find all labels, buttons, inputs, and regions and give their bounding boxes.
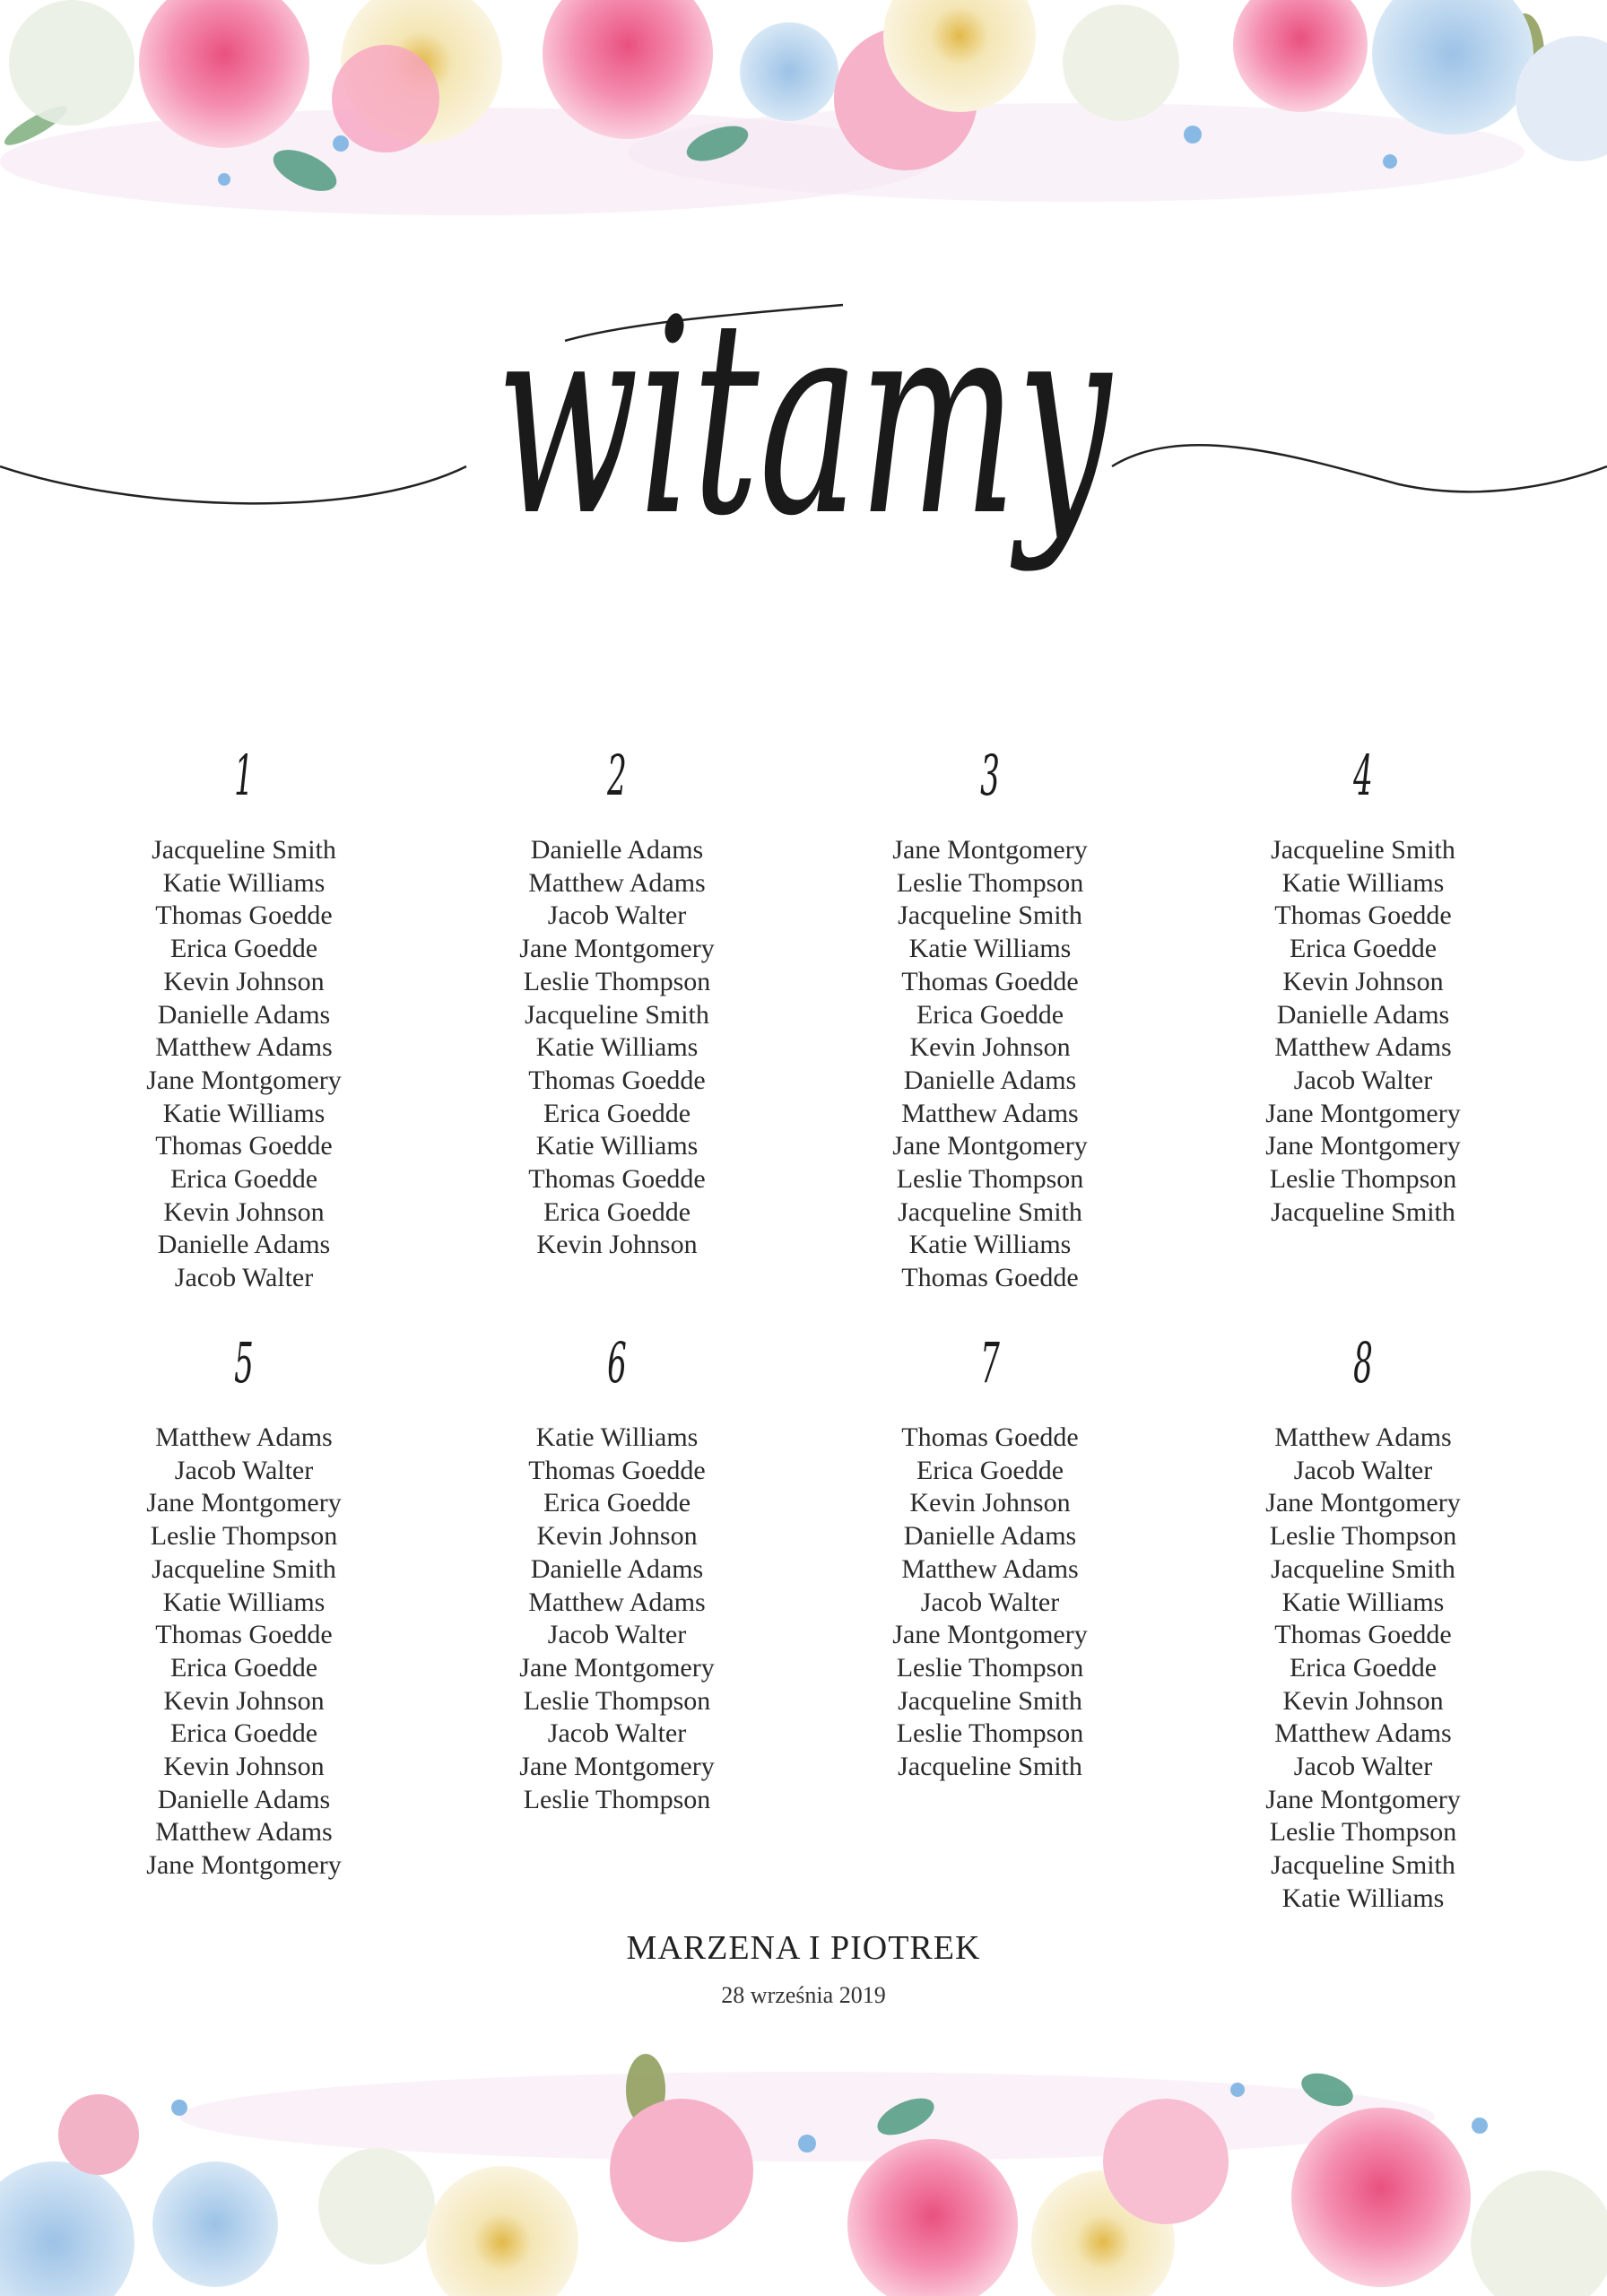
table-5 [83, 1327, 405, 1883]
guest-name: Matthew Adams [155, 1032, 333, 1063]
guest-name: Katie Williams [162, 867, 326, 898]
heading-title: witamy [496, 261, 1111, 575]
guest-name: Kevin Johnson [1282, 1685, 1444, 1716]
guest-name: Katie Williams [908, 934, 1072, 964]
guest-name: Erica Goedde [916, 999, 1064, 1030]
guest-name: Thomas Goedde [155, 900, 333, 931]
guest-name: Leslie Thompson [523, 966, 711, 996]
guest-name: Jacqueline Smith [525, 999, 709, 1030]
guest-name: Jane Montgomery [146, 1065, 342, 1095]
guest-name: Jacqueline Smith [152, 835, 336, 865]
table-number: 5 [234, 1330, 254, 1396]
guest-name: Thomas Goedde [528, 1455, 706, 1485]
guest-name: Danielle Adams [157, 999, 331, 1030]
guest-name: Jacob Walter [1293, 1752, 1433, 1782]
guest-list [829, 1422, 1151, 1784]
guest-name: Erica Goedde [169, 934, 318, 964]
table-7 [829, 1327, 1151, 1784]
table-6 [456, 1327, 778, 1816]
guest-name: Jane Montgomery [1265, 1784, 1461, 1814]
guest-name: Matthew Adams [528, 1587, 706, 1617]
guest-name: Thomas Goedde [1274, 1620, 1452, 1650]
guest-name: Leslie Thompson [896, 867, 1084, 898]
guest-name: Danielle Adams [530, 835, 704, 865]
guest-name: Matthew Adams [1274, 1422, 1452, 1452]
guest-name: Matthew Adams [1274, 1032, 1452, 1063]
event-date: 28 września 2019 [721, 1982, 886, 2008]
guest-name: Jane Montgomery [146, 1850, 342, 1881]
guest-name: Katie Williams [1281, 867, 1445, 898]
guest-name: Jane Montgomery [146, 1488, 342, 1518]
guest-name: Leslie Thompson [896, 1718, 1084, 1749]
guest-name: Jane Montgomery [892, 1620, 1088, 1650]
table-number: 2 [607, 743, 627, 808]
guest-name: Jacqueline Smith [1271, 1553, 1455, 1584]
guest-name: Kevin Johnson [536, 1521, 698, 1552]
guest-list [1202, 1422, 1524, 1916]
guest-name: Katie Williams [535, 1131, 699, 1161]
guest-name: Leslie Thompson [1269, 1521, 1457, 1552]
guest-name: Jacqueline Smith [898, 1685, 1082, 1716]
guest-name: Leslie Thompson [523, 1685, 711, 1716]
guest-name: Leslie Thompson [150, 1521, 338, 1552]
guest-name: Erica Goedde [543, 1098, 691, 1128]
heading-flourish [0, 242, 1607, 709]
guest-name: Katie Williams [1281, 1587, 1445, 1617]
table-2 [456, 740, 778, 1262]
guest-name: Thomas Goedde [901, 1422, 1079, 1452]
guest-name: Danielle Adams [903, 1065, 1077, 1095]
guest-name: Erica Goedde [169, 1718, 318, 1749]
table-1 [83, 740, 405, 1295]
guest-name: Jacqueline Smith [1271, 1850, 1455, 1881]
guest-list [456, 834, 778, 1262]
guest-name: Matthew Adams [1274, 1718, 1452, 1749]
guest-name: Matthew Adams [155, 1422, 333, 1452]
guest-name: Leslie Thompson [896, 1164, 1084, 1195]
guest-name: Jacqueline Smith [898, 1752, 1082, 1782]
table-8 [1202, 1327, 1524, 1916]
guest-name: Matthew Adams [901, 1098, 1079, 1128]
guest-list [83, 1422, 405, 1883]
guest-name: Matthew Adams [155, 1817, 333, 1848]
guest-name: Jacob Walter [547, 1620, 687, 1650]
guest-name: Thomas Goedde [901, 966, 1079, 996]
guest-name: Jane Montgomery [1265, 1488, 1461, 1518]
guest-name: Erica Goedde [916, 1455, 1064, 1485]
guest-name: Kevin Johnson [163, 1752, 325, 1782]
guest-name: Thomas Goedde [155, 1131, 333, 1161]
guest-name: Danielle Adams [157, 1230, 331, 1260]
guest-name: Erica Goedde [1289, 934, 1438, 964]
guest-list [456, 1422, 778, 1816]
guest-name: Erica Goedde [1289, 1652, 1438, 1683]
guest-name: Jacob Walter [547, 900, 687, 931]
guest-name: Jacob Walter [174, 1263, 314, 1293]
guest-name: Leslie Thompson [523, 1784, 711, 1814]
guest-name: Jane Montgomery [1265, 1098, 1461, 1128]
table-number: 3 [980, 743, 1000, 808]
guest-name: Jacob Walter [1293, 1455, 1433, 1485]
guest-name: Erica Goedde [169, 1652, 318, 1683]
guest-list [1202, 834, 1524, 1229]
guest-name: Kevin Johnson [1282, 966, 1444, 996]
guest-name: Katie Williams [162, 1098, 326, 1128]
table-4 [1202, 740, 1524, 1229]
guest-name: Jane Montgomery [1265, 1131, 1461, 1161]
guest-name: Matthew Adams [528, 867, 706, 898]
table-number: 7 [980, 1330, 1000, 1396]
guest-name: Katie Williams [535, 1032, 699, 1063]
guest-name: Danielle Adams [157, 1784, 331, 1814]
guest-name: Jane Montgomery [519, 934, 715, 964]
floral-border-top [0, 0, 1607, 224]
guest-name: Jacqueline Smith [1271, 835, 1455, 865]
guest-name: Danielle Adams [530, 1553, 704, 1584]
table-number: 4 [1353, 743, 1373, 808]
guest-name: Jane Montgomery [519, 1752, 715, 1782]
guest-list [83, 834, 405, 1295]
guest-name: Danielle Adams [903, 1521, 1077, 1552]
guest-name: Leslie Thompson [1269, 1817, 1457, 1848]
guest-name: Leslie Thompson [1269, 1164, 1457, 1195]
guest-name: Danielle Adams [1276, 999, 1450, 1030]
guest-name: Thomas Goedde [528, 1065, 706, 1095]
guest-name: Matthew Adams [901, 1553, 1079, 1584]
guest-name: Katie Williams [162, 1587, 326, 1617]
guest-name: Jacob Walter [1293, 1065, 1433, 1095]
guest-name: Jane Montgomery [892, 1131, 1088, 1161]
guest-name: Erica Goedde [543, 1196, 691, 1227]
guest-name: Thomas Goedde [528, 1164, 706, 1195]
guest-name: Kevin Johnson [909, 1488, 1071, 1518]
guest-name: Jacqueline Smith [898, 1196, 1082, 1227]
table-number: 8 [1353, 1330, 1373, 1396]
table-number: 1 [234, 743, 254, 808]
guest-name: Thomas Goedde [1274, 900, 1452, 931]
guest-name: Jane Montgomery [892, 835, 1088, 865]
guest-name: Jacob Walter [174, 1455, 314, 1485]
guest-name: Thomas Goedde [155, 1620, 333, 1650]
guest-name: Katie Williams [908, 1230, 1072, 1260]
guest-name: Kevin Johnson [536, 1230, 698, 1260]
guest-name: Jacqueline Smith [898, 900, 1082, 931]
guest-list [829, 834, 1151, 1295]
couple-names: MARZENA I PIOTREK [626, 1929, 981, 1967]
guest-name: Thomas Goedde [901, 1263, 1079, 1293]
guest-name: Kevin Johnson [163, 1685, 325, 1716]
guest-name: Jane Montgomery [519, 1652, 715, 1683]
table-number: 6 [607, 1330, 627, 1396]
guest-name: Erica Goedde [543, 1488, 691, 1518]
guest-name: Jacqueline Smith [152, 1553, 336, 1584]
guest-name: Kevin Johnson [163, 1196, 325, 1227]
guest-name: Katie Williams [535, 1422, 699, 1452]
floral-border-bottom [0, 2036, 1607, 2296]
guest-name: Jacob Walter [920, 1587, 1060, 1617]
guest-name: Jacqueline Smith [1271, 1196, 1455, 1227]
guest-name: Jacob Walter [547, 1718, 687, 1749]
guest-name: Katie Williams [1281, 1883, 1445, 1913]
guest-name: Erica Goedde [169, 1164, 318, 1195]
table-3 [829, 740, 1151, 1295]
guest-name: Leslie Thompson [896, 1652, 1084, 1683]
guest-name: Kevin Johnson [163, 966, 325, 996]
guest-name: Kevin Johnson [909, 1032, 1071, 1063]
